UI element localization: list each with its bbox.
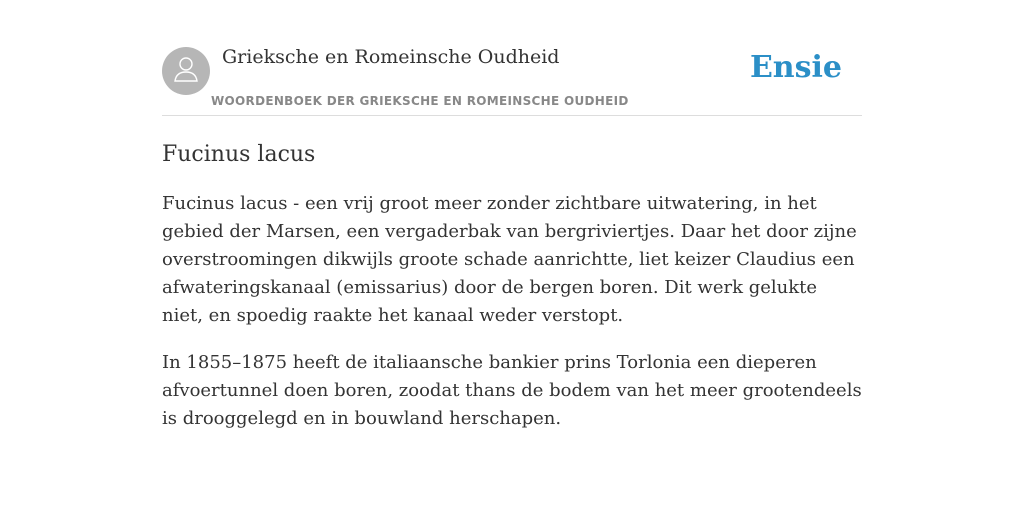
- user-icon: [171, 54, 201, 88]
- entry-paragraph: In 1855–1875 heeft de italiaansche bankier prins Torlonia een dieperen afvoertunnel doen boren, zoodat thans de bodem van het meer grootendeels is drooggelegd en in bouwland herschapen.: [162, 352, 862, 429]
- page-container: [162, 44, 862, 433]
- source-avatar[interactable]: [162, 47, 210, 95]
- source-header: [162, 44, 862, 116]
- entry-paragraph: Fucinus lacus - een vrij groot meer zonder zichtbare uitwatering, in het gebied der Marsen, een vergaderbak van bergriviertjes. Daar het door zijne overstroomingen dikwijls groote schade aanrichtte, liet keizer Claudius een afwateringskanaal (emissarius) door de bergen boren. Dit werk gelukte niet, en spoedig raakte het kanaal weder verstopt.: [162, 193, 857, 326]
- ensie-logo-link[interactable]: Ensie: [749, 50, 842, 85]
- source-subtitle: WOORDENBOEK DER GRIEKSCHE EN ROMEINSCHE OUDHEID: [211, 94, 629, 108]
- source-title-link[interactable]: Grieksche en Romeinsche Oudheid: [222, 46, 560, 68]
- entry-title: Fucinus lacus: [162, 142, 316, 167]
